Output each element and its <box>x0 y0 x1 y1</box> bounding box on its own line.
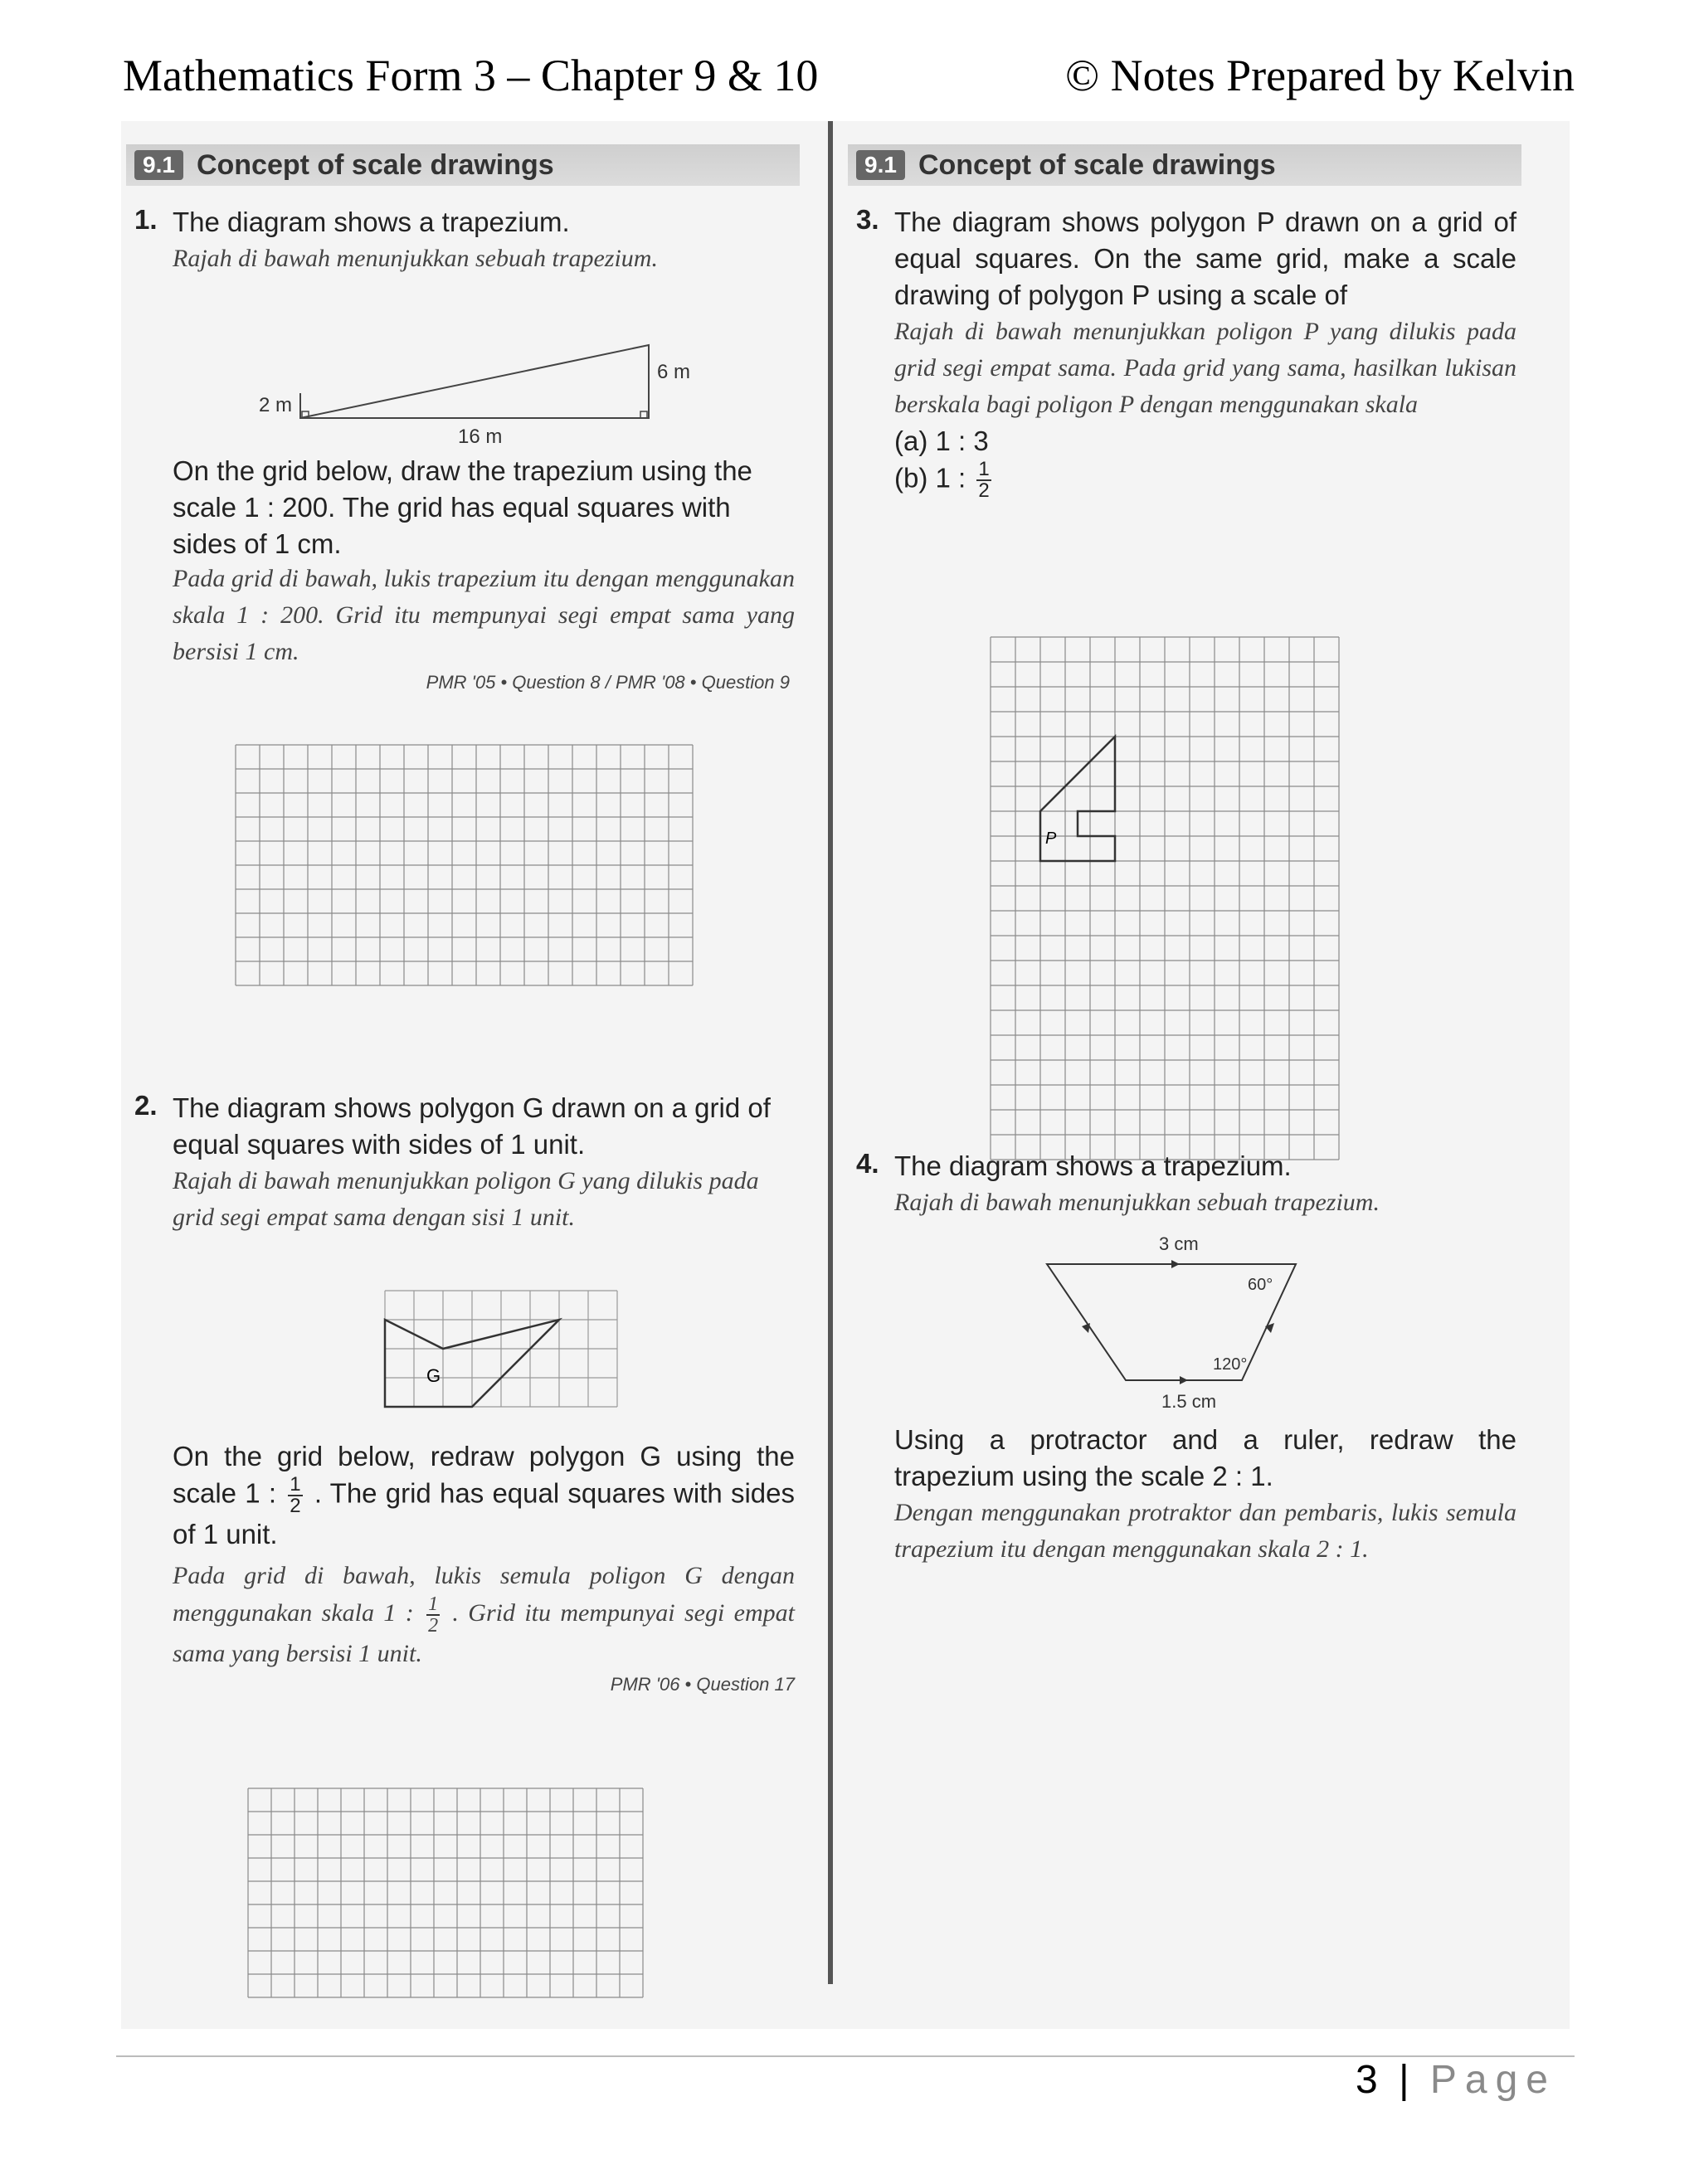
question-intro: The diagram shows polygon G drawn on a grid of equal squares with sides of 1 unit. <box>173 1092 771 1160</box>
question-intro: The diagram shows polygon P drawn on a grid of equal squares. On the same grid, make a scale drawing of polygon P using a scale of <box>894 207 1516 310</box>
label-2m: 2 m <box>259 394 293 416</box>
question-intro-malay: Rajah di bawah menunjukkan poligon P yang dilukis pada grid segi empat sama. Pada grid yang sama, hasilkan lukisan berskala bagi poligon P dengan menggunakan skala <box>894 318 1516 418</box>
section-number: 9.1 <box>134 150 183 180</box>
header-credit: © Notes Prepared by Kelvin <box>1065 51 1575 100</box>
column-divider <box>828 121 833 1984</box>
question-intro-malay: Rajah di bawah menunjukkan sebuah trapezium. <box>173 245 658 272</box>
question-intro: The diagram shows a trapezium. <box>173 207 570 237</box>
fraction: $\frac{1}{2}$ <box>290 1473 301 1517</box>
question-number: 3. <box>856 204 879 235</box>
page-label: Page <box>1429 2058 1556 2102</box>
question-source: PMR '05 • Question 8 / PMR '08 • Question 9 <box>426 672 790 693</box>
question-number: 1. <box>134 204 158 235</box>
question-2 <box>126 1090 800 1695</box>
label-16m: 16 m <box>458 426 503 448</box>
answer-grid <box>246 1787 661 2002</box>
question-task: Using a protractor and a ruler, redraw the trapezium using the scale 2 : 1. <box>894 1424 1516 1491</box>
part-a: (a) 1 : 3 <box>894 426 989 456</box>
question-source: PMR '06 • Question 17 <box>610 1674 795 1695</box>
question-4 <box>848 1148 1521 1563</box>
question-1 <box>126 204 800 693</box>
label-angle-60: 60° <box>1248 1276 1273 1294</box>
polygon-g-diagram <box>383 1289 632 1422</box>
page-number: 3 <box>1356 2058 1383 2102</box>
page-separator: | <box>1399 2058 1414 2102</box>
fraction: $\frac{1}{2}$ <box>428 1593 439 1637</box>
trapezium-top-edges <box>300 345 649 418</box>
right-column <box>848 144 1521 2002</box>
parallel-arrow <box>1180 1376 1188 1384</box>
question-3 <box>848 204 1521 848</box>
label-angle-120: 120° <box>1213 1355 1248 1374</box>
parallel-arrow <box>1171 1260 1180 1268</box>
polygon-g-label: G <box>426 1365 441 1386</box>
question-number: 4. <box>856 1148 879 1179</box>
question-number: 2. <box>134 1090 158 1121</box>
question-task-malay: Pada grid di bawah, lukis semula poligon G dengan menggunakan skala 1 : $\frac{1}{2}$ . Grid itu mempunyai segi empat sama yang bersisi 1 unit. <box>173 1562 795 1667</box>
polygon-p-label: P <box>1045 829 1057 848</box>
header-title: Mathematics Form 3 – Chapter 9 & 10 <box>123 51 819 100</box>
label-top-length: 3 cm <box>1159 1233 1199 1254</box>
label-6m: 6 m <box>657 361 691 383</box>
question-intro-malay: Rajah di bawah menunjukkan poligon G yang dilukis pada grid segi empat sama dengan sisi 1 unit. <box>173 1167 759 1231</box>
trapezium-angles-diagram <box>1030 1227 1445 1418</box>
label-bottom-length: 1.5 cm <box>1161 1391 1217 1412</box>
question-task: On the grid below, redraw polygon G using the scale 1 : $\frac{1}{2}$ . The grid has equal squares with sides of 1 unit. <box>173 1441 796 1549</box>
scanned-page <box>121 121 1570 2029</box>
question-task-malay: Dengan menggunakan protraktor dan pembaris, lukis semula trapezium itu dengan menggunakan skala 2 : 1. <box>894 1499 1516 1563</box>
part-b: (b) 1 : $\frac{1}{2}$ <box>894 458 990 502</box>
section-title: Concept of scale drawings <box>196 148 554 181</box>
left-column <box>126 144 800 2002</box>
question-task: On the grid below, draw the trapezium using the scale 1 : 200. The grid has equal squares with sides of 1 cm. <box>173 455 752 559</box>
trapezium-diagram <box>126 287 800 453</box>
section-title: Concept of scale drawings <box>918 148 1276 181</box>
page-header <box>123 50 1575 108</box>
answer-grid <box>234 743 707 992</box>
section-header <box>126 144 800 186</box>
question-task-malay: Pada grid di bawah, lukis trapezium itu dengan menggunakan skala 1 : 200. Grid itu mempunyai segi empat sama yang bersisi 1 cm. <box>173 565 795 665</box>
fraction: $\frac{1}{2}$ <box>978 458 990 502</box>
equal-side-marker <box>1082 1323 1090 1333</box>
question-intro: The diagram shows a trapezium. <box>894 1150 1292 1181</box>
question-intro-malay: Rajah di bawah menunjukkan sebuah trapezium. <box>894 1189 1380 1216</box>
right-angle-marker <box>640 411 647 418</box>
section-header <box>848 144 1521 186</box>
page-footer <box>1356 2057 1556 2103</box>
section-number: 9.1 <box>856 150 905 180</box>
polygon-p-grid <box>989 635 1354 1183</box>
